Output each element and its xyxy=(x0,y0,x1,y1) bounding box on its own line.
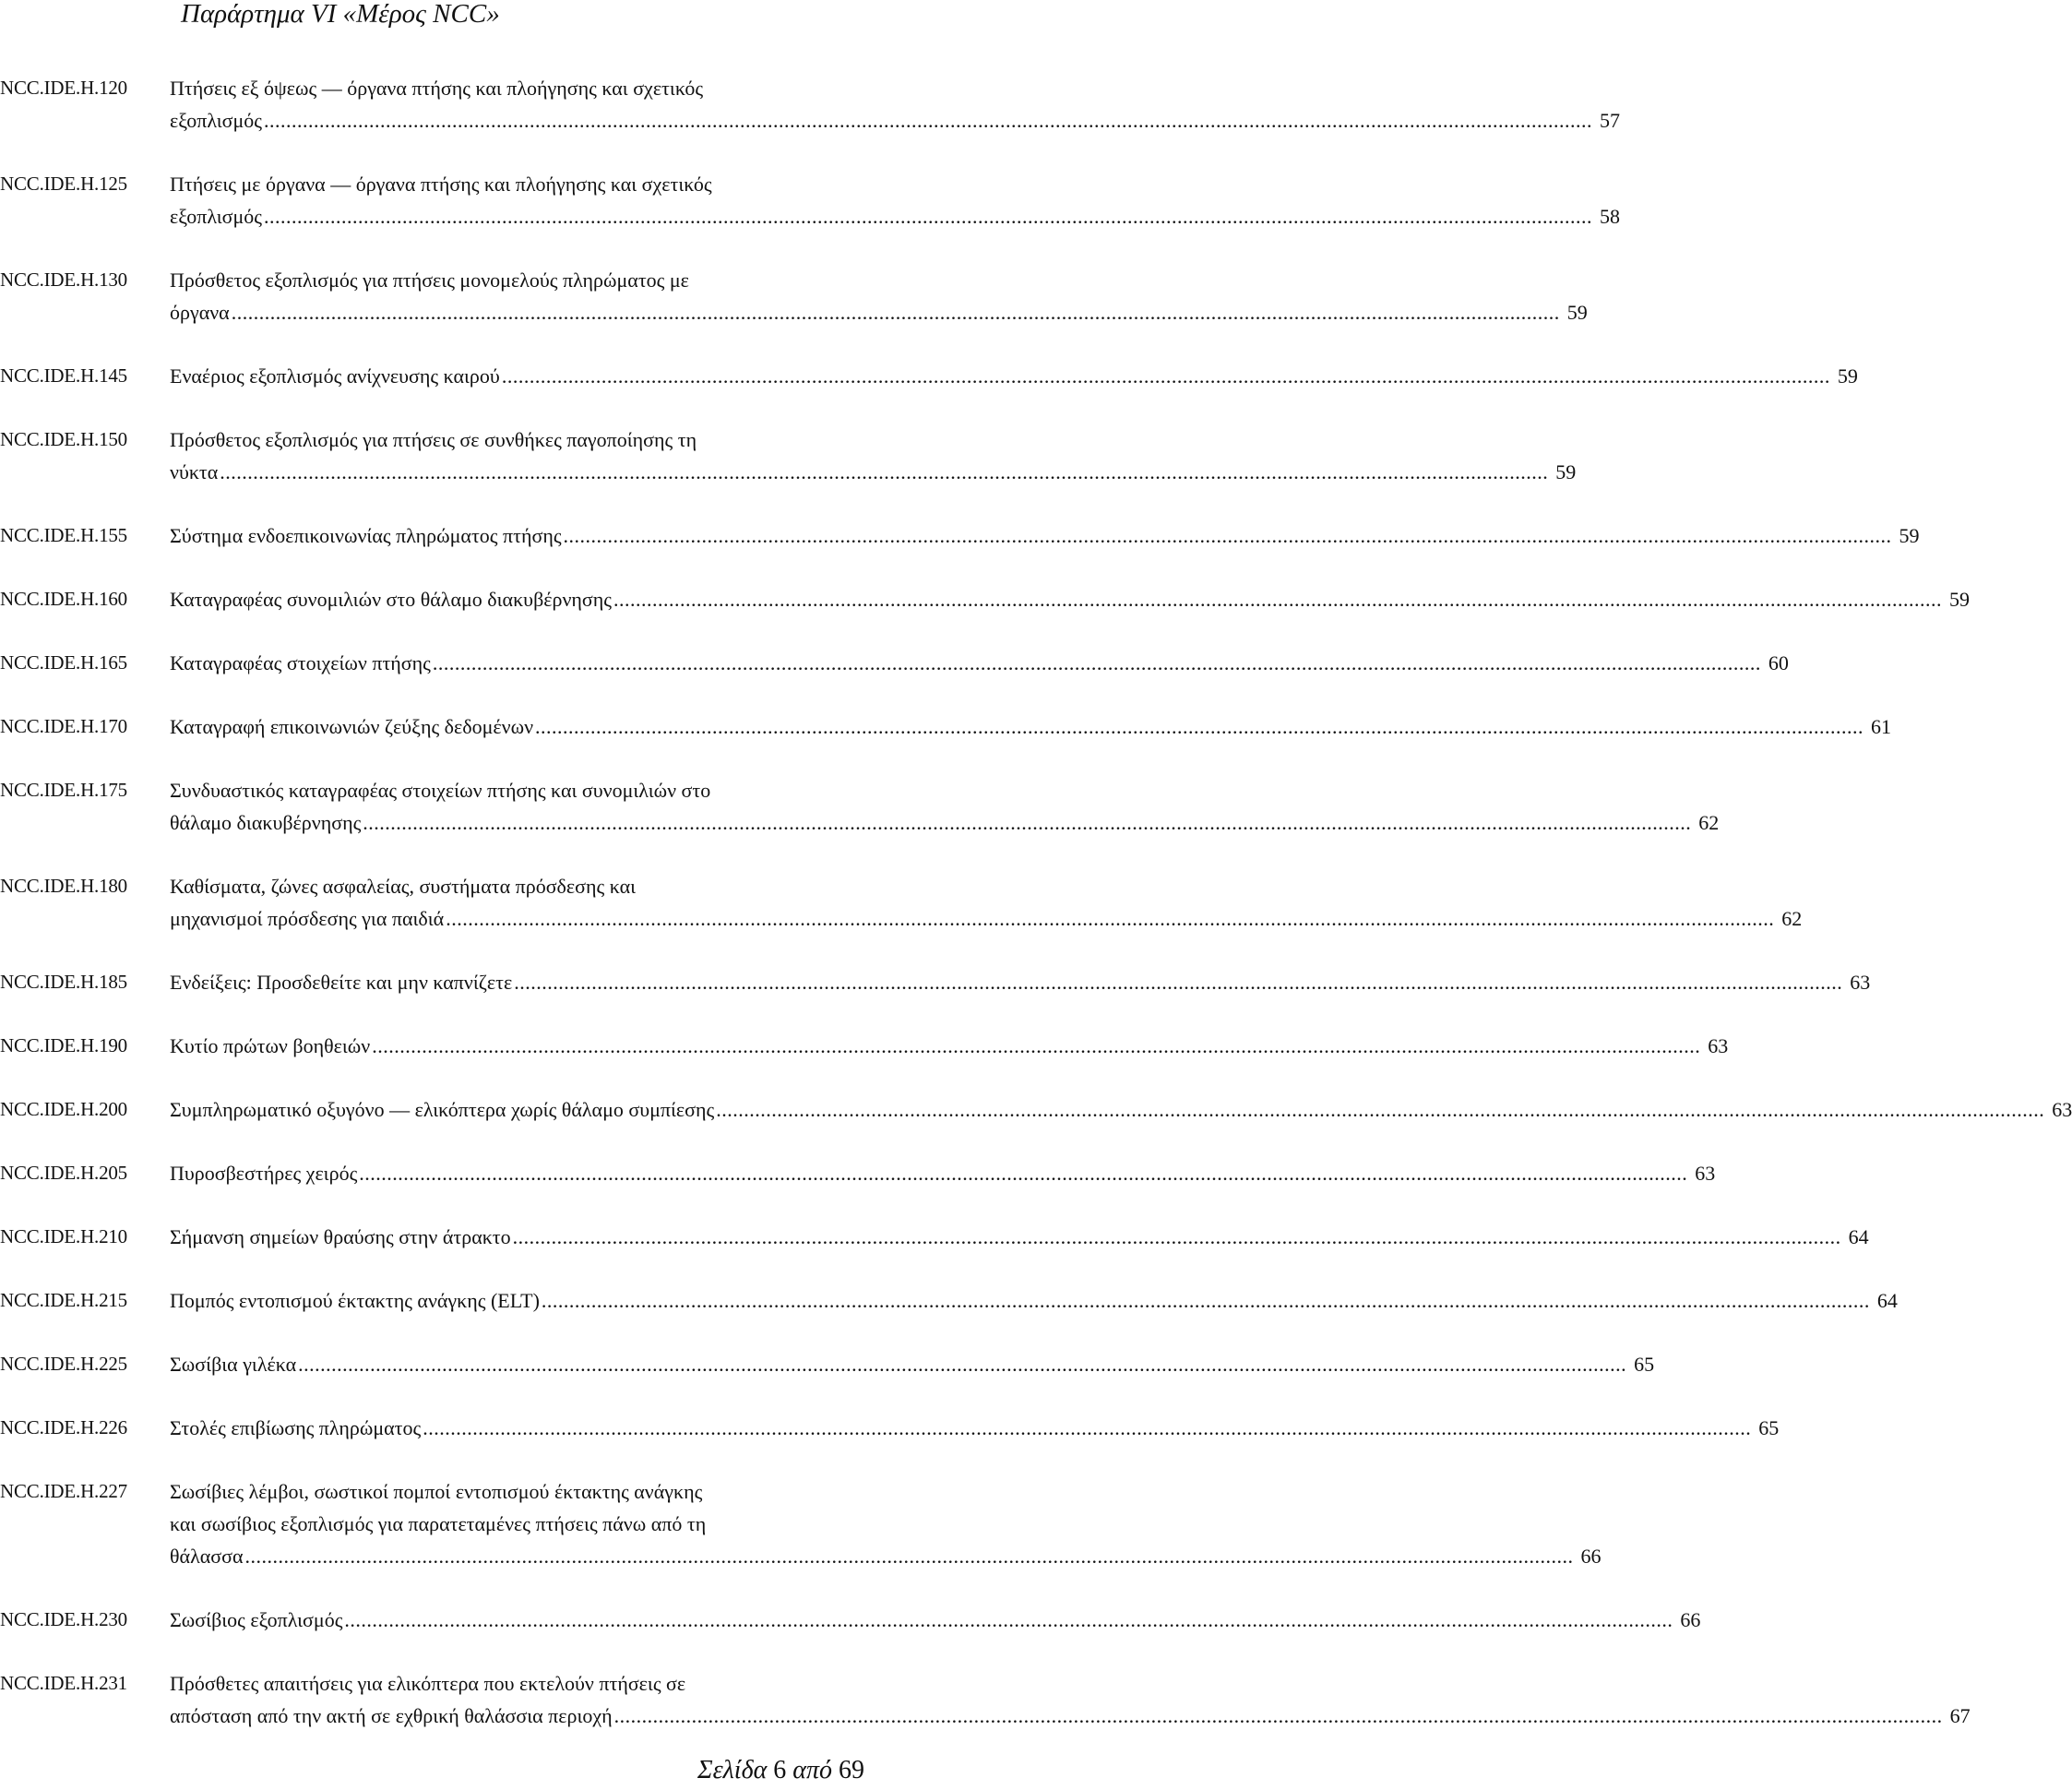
toc-entry-line-text: όργανα xyxy=(170,301,230,324)
toc-entry-code: NCC.IDE.H.227 xyxy=(0,1480,127,1502)
toc-entry-page-number: 65 xyxy=(1758,1416,1780,1439)
toc-entry-title xyxy=(170,360,1858,392)
dot-leader xyxy=(614,1700,1943,1732)
page-footer xyxy=(697,1755,864,1786)
toc-entry-line xyxy=(170,1540,1602,1572)
toc-entry-line-text: θάλασσα xyxy=(170,1545,244,1568)
toc-entry[interactable] xyxy=(0,647,1789,679)
toc-entry-page-number: 59 xyxy=(1899,524,1920,547)
dot-leader xyxy=(359,1157,1687,1189)
toc-entry-line xyxy=(170,296,1588,328)
toc-entry[interactable] xyxy=(0,1093,2072,1126)
toc-entry[interactable] xyxy=(0,1475,1602,1572)
toc-entry-title xyxy=(170,966,1871,998)
toc-entry-page-number: 61 xyxy=(1871,715,1892,738)
toc-entry-title xyxy=(170,168,1621,233)
toc-entry[interactable] xyxy=(0,583,1971,615)
toc-entry-line-text: θάλαμο διακυβέρνησης xyxy=(170,811,362,834)
toc-entry-line-text: Καταγραφέας στοιχείων πτήσης xyxy=(170,651,431,674)
toc-entry-line-text: Πομπός εντοπισμού έκτακτης ανάγκης (ELT) xyxy=(170,1289,540,1312)
dot-leader xyxy=(535,710,1864,743)
toc-entry-title xyxy=(170,1604,1701,1636)
toc-entry-title xyxy=(170,1157,1716,1189)
toc-entry-title xyxy=(170,710,1892,743)
dot-leader xyxy=(344,1604,1673,1636)
dot-leader xyxy=(363,806,1691,839)
toc-entry-code: NCC.IDE.H.180 xyxy=(0,875,127,897)
toc-entry[interactable] xyxy=(0,966,1871,998)
toc-entry-line xyxy=(170,902,1803,935)
toc-entry-line xyxy=(170,966,1871,998)
toc-entry-line-text: Σύστημα ενδοεπικοινωνίας πληρώματος πτήσης xyxy=(170,524,562,547)
dot-leader xyxy=(502,360,1830,392)
dot-leader xyxy=(245,1540,1574,1572)
toc-entry-line xyxy=(170,1284,1898,1317)
dot-leader xyxy=(613,583,1942,615)
toc-entry-line xyxy=(170,1157,1716,1189)
toc-entry[interactable] xyxy=(0,168,1621,233)
header-title: Παράρτημα VI «Μέρος NCC» xyxy=(181,0,500,29)
toc-entry[interactable] xyxy=(0,1157,1716,1189)
dot-leader xyxy=(264,200,1592,233)
toc-entry-line-text: Πυροσβεστήρες χειρός xyxy=(170,1162,358,1185)
toc-entry-title xyxy=(170,264,1588,328)
toc-entry-code: NCC.IDE.H.225 xyxy=(0,1353,127,1375)
toc-entry-line xyxy=(170,1700,1971,1732)
toc-entry-line-text: Πτήσεις εξ όψεως — όργανα πτήσης και πλοήγησης και σχετικός xyxy=(170,77,704,100)
toc-entry-page-number: 63 xyxy=(1695,1162,1716,1185)
toc-entry[interactable] xyxy=(0,774,1720,839)
toc-entry-code: NCC.IDE.H.160 xyxy=(0,588,127,610)
dot-leader xyxy=(423,1412,1751,1444)
toc-entry-line-text: μηχανισμοί πρόσδεσης για παιδιά xyxy=(170,907,445,930)
dot-leader xyxy=(264,104,1592,137)
toc-entry-line-text: Σήμανση σημείων θραύσης στην άτρακτο xyxy=(170,1225,511,1248)
page-label: Σελίδα xyxy=(697,1756,768,1784)
toc-entry[interactable] xyxy=(0,1667,1971,1732)
toc-entry-line-text: Καταγραφή επικοινωνιών ζεύξης δεδομένων xyxy=(170,715,534,738)
toc-entry-line-text: Στολές επιβίωσης πληρώματος xyxy=(170,1416,422,1439)
toc-entry-line xyxy=(170,1604,1701,1636)
toc-entry-line xyxy=(170,583,1971,615)
toc-entry-line-text: Σωσίβιες λέμβοι, σωστικοί πομποί εντοπισμού έκτακτης ανάγκης xyxy=(170,1480,703,1503)
of-label: από xyxy=(792,1756,833,1784)
toc-entry-page-number: 60 xyxy=(1768,651,1789,674)
toc-entry-page-number: 58 xyxy=(1600,205,1621,228)
toc-entry-title xyxy=(170,1475,1602,1572)
toc-entry-line xyxy=(170,456,1577,488)
toc-entry-line-text: απόσταση από την ακτή σε εχθρική θαλάσσια περιοχή xyxy=(170,1704,613,1727)
toc-entry-title xyxy=(170,647,1789,679)
toc-entry-code: NCC.IDE.H.170 xyxy=(0,715,127,737)
toc-entry-page-number: 65 xyxy=(1634,1353,1655,1376)
toc-entry-line-text: Καταγραφέας συνομιλιών στο θάλαμο διακυβέρνησης xyxy=(170,588,613,611)
toc-entry-line-text: Πρόσθετες απαιτήσεις για ελικόπτερα που εκτελούν πτήσεις σε xyxy=(170,1672,686,1695)
toc-entry-line-text: νύκτα xyxy=(170,460,219,483)
toc-entry-code: NCC.IDE.H.145 xyxy=(0,364,127,387)
toc-entry-page-number: 63 xyxy=(1850,971,1871,994)
toc-entry[interactable] xyxy=(0,1221,1869,1253)
toc-entry-title xyxy=(170,1030,1729,1062)
toc-entry-line xyxy=(170,264,881,296)
toc-entry-code: NCC.IDE.H.125 xyxy=(0,173,127,195)
toc-entry-line xyxy=(170,774,881,806)
toc-entry-line-text: εξοπλισμός xyxy=(170,109,263,132)
toc-entry-line-text: Εναέριος εξοπλισμός ανίχνευσης καιρού xyxy=(170,364,500,388)
dot-leader xyxy=(298,1348,1626,1380)
toc-entry-title xyxy=(170,870,1803,935)
toc-entry-title xyxy=(170,774,1720,839)
toc-entry-line xyxy=(170,72,881,104)
toc-entry-code: NCC.IDE.H.130 xyxy=(0,268,127,291)
toc-entry-line xyxy=(170,1221,1869,1253)
toc-entry-page-number: 62 xyxy=(1781,907,1803,930)
page-header xyxy=(181,0,500,28)
toc-entry-page-number: 63 xyxy=(1708,1034,1729,1057)
toc-entry-page-number: 57 xyxy=(1600,109,1621,132)
toc-entry-line-text: Σωσίβιος εξοπλισμός xyxy=(170,1608,343,1631)
toc-entry-line xyxy=(170,1667,881,1700)
toc-entry-line xyxy=(170,870,881,902)
toc-entry[interactable] xyxy=(0,870,1803,935)
toc-entry-title xyxy=(170,1093,2072,1126)
table-of-contents xyxy=(0,72,2072,1763)
toc-entry-line-text: Συνδυαστικός καταγραφέας στοιχείων πτήσης και συνομιλιών στο xyxy=(170,779,711,802)
dot-leader xyxy=(513,1221,1841,1253)
dot-leader xyxy=(514,966,1842,998)
toc-entry-code: NCC.IDE.H.155 xyxy=(0,524,127,546)
toc-entry-page-number: 67 xyxy=(1949,1704,1971,1727)
dot-leader xyxy=(542,1284,1870,1317)
toc-entry-page-number: 59 xyxy=(1566,301,1588,324)
toc-entry[interactable] xyxy=(0,519,1920,552)
toc-entry-line-text: και σωσίβιος εξοπλισμός για παρατεταμένες πτήσεις πάνω από τη xyxy=(170,1512,707,1535)
dot-leader xyxy=(220,456,1548,488)
toc-entry-page-number: 62 xyxy=(1698,811,1720,834)
toc-entry-line-text: Σωσίβια γιλέκα xyxy=(170,1353,297,1376)
toc-entry-code: NCC.IDE.H.215 xyxy=(0,1289,127,1311)
toc-entry-title xyxy=(170,72,1621,137)
toc-entry-code: NCC.IDE.H.231 xyxy=(0,1672,127,1694)
toc-entry-page-number: 59 xyxy=(1837,364,1858,388)
toc-entry-title xyxy=(170,519,1920,552)
toc-entry[interactable] xyxy=(0,1412,1780,1444)
toc-entry[interactable] xyxy=(0,424,1577,488)
toc-entry-page-number: 64 xyxy=(1876,1289,1898,1312)
toc-entry-line xyxy=(170,806,1720,839)
toc-entry[interactable] xyxy=(0,1030,1729,1062)
toc-entry-line-text: εξοπλισμός xyxy=(170,205,263,228)
toc-entry-line-text: Συμπληρωματικό οξυγόνο — ελικόπτερα χωρίς θάλαμο συμπίεσης xyxy=(170,1098,715,1121)
toc-entry-page-number: 59 xyxy=(1949,588,1971,611)
toc-entry[interactable] xyxy=(0,72,1621,137)
toc-entry-line xyxy=(170,104,1621,137)
toc-entry-code: NCC.IDE.H.175 xyxy=(0,779,127,801)
toc-entry-line xyxy=(170,1093,2072,1126)
toc-entry[interactable] xyxy=(0,1284,1898,1317)
toc-entry-page-number: 66 xyxy=(1680,1608,1701,1631)
page-current: 6 xyxy=(773,1756,787,1784)
toc-entry-line-text: Πρόσθετος εξοπλισμός για πτήσεις μονομελούς πληρώματος με xyxy=(170,268,689,292)
toc-entry-line xyxy=(170,168,881,200)
toc-entry-line-text: Καθίσματα, ζώνες ασφαλείας, συστήματα πρόσδεσης και xyxy=(170,875,637,898)
toc-entry[interactable] xyxy=(0,264,1588,328)
toc-entry-line xyxy=(170,360,1858,392)
dot-leader xyxy=(433,647,1761,679)
toc-entry-page-number: 64 xyxy=(1848,1225,1869,1248)
toc-entry[interactable] xyxy=(0,710,1892,743)
toc-entry-title xyxy=(170,1667,1971,1732)
toc-entry-code: NCC.IDE.H.185 xyxy=(0,971,127,993)
toc-entry-code: NCC.IDE.H.210 xyxy=(0,1225,127,1247)
toc-entry-line-text: Πτήσεις με όργανα — όργανα πτήσης και πλοήγησης και σχετικός xyxy=(170,173,712,196)
toc-entry-title xyxy=(170,1348,1655,1380)
toc-entry-code: NCC.IDE.H.230 xyxy=(0,1608,127,1630)
toc-entry-title xyxy=(170,1412,1780,1444)
toc-entry-line xyxy=(170,200,1621,233)
toc-entry-line xyxy=(170,519,1920,552)
toc-entry-line xyxy=(170,424,881,456)
toc-entry-code: NCC.IDE.H.205 xyxy=(0,1162,127,1184)
toc-entry-line xyxy=(170,1412,1780,1444)
toc-entry-line-text: Κυτίο πρώτων βοηθειών xyxy=(170,1034,371,1057)
toc-entry-page-number: 59 xyxy=(1555,460,1577,483)
toc-entry-code: NCC.IDE.H.150 xyxy=(0,428,127,450)
dot-leader xyxy=(446,902,1774,935)
toc-entry-line xyxy=(170,1508,881,1540)
page-total: 69 xyxy=(839,1756,865,1784)
toc-entry[interactable] xyxy=(0,360,1858,392)
toc-entry-line xyxy=(170,1030,1729,1062)
toc-entry-title xyxy=(170,424,1577,488)
toc-entry-line xyxy=(170,647,1789,679)
toc-entry-line xyxy=(170,710,1892,743)
toc-entry-line xyxy=(170,1475,881,1508)
toc-entry-code: NCC.IDE.H.226 xyxy=(0,1416,127,1438)
toc-entry-code: NCC.IDE.H.165 xyxy=(0,651,127,674)
toc-entry-code: NCC.IDE.H.190 xyxy=(0,1034,127,1056)
dot-leader xyxy=(232,296,1560,328)
toc-entry-page-number: 63 xyxy=(2052,1098,2072,1121)
dot-leader xyxy=(564,519,1892,552)
dot-leader xyxy=(716,1093,2044,1126)
toc-entry-title xyxy=(170,1284,1898,1317)
toc-entry-line-text: Πρόσθετος εξοπλισμός για πτήσεις σε συνθήκες παγοποίησης τη xyxy=(170,428,697,451)
toc-entry-title xyxy=(170,583,1971,615)
toc-entry[interactable] xyxy=(0,1348,1655,1380)
toc-entry-code: NCC.IDE.H.120 xyxy=(0,77,127,99)
toc-entry-page-number: 66 xyxy=(1580,1545,1602,1568)
toc-entry-code: NCC.IDE.H.200 xyxy=(0,1098,127,1120)
toc-entry-line xyxy=(170,1348,1655,1380)
toc-entry[interactable] xyxy=(0,1604,1701,1636)
toc-entry-line-text: Ενδείξεις: Προσδεθείτε και μην καπνίζετε xyxy=(170,971,513,994)
dot-leader xyxy=(372,1030,1700,1062)
toc-entry-title xyxy=(170,1221,1869,1253)
